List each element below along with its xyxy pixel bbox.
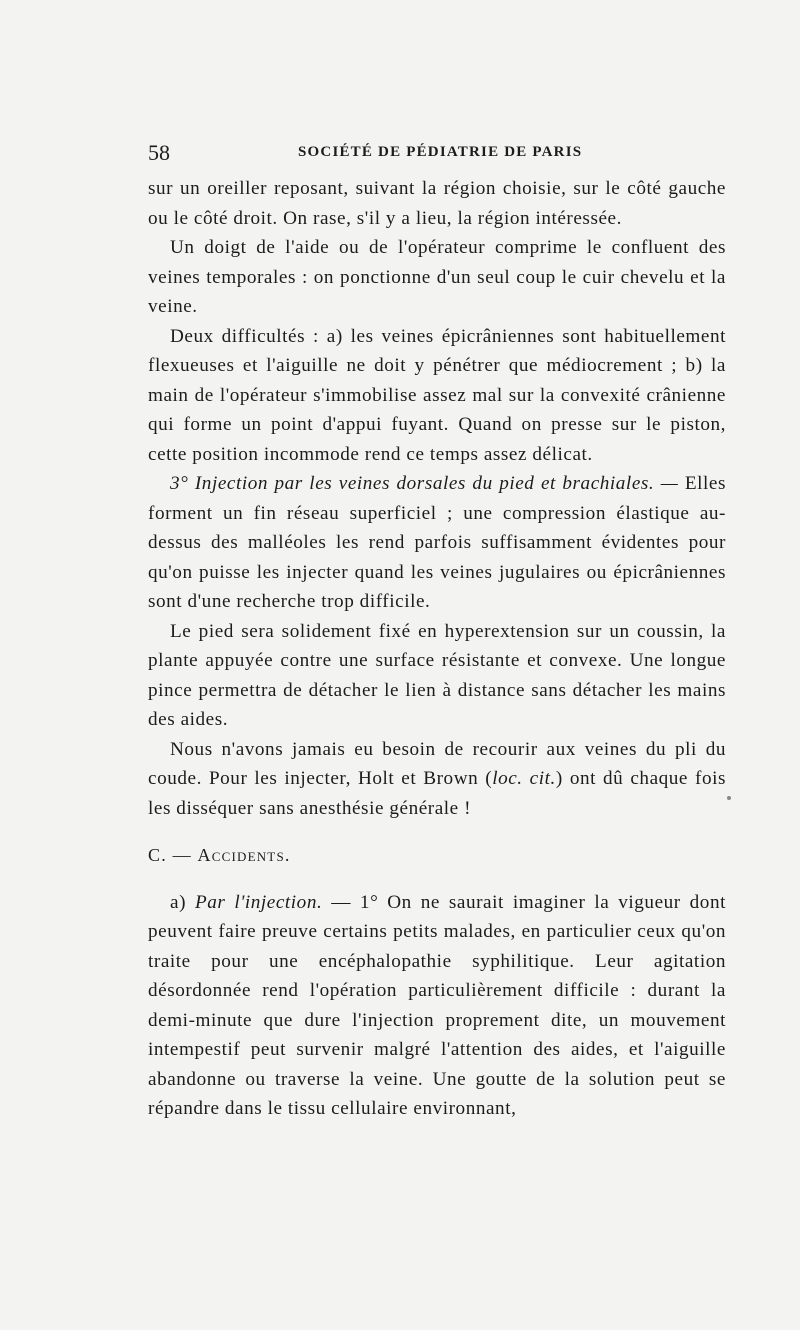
section-heading-title: Accidents. bbox=[197, 845, 291, 865]
paragraph-4-text: Elles forment un fin réseau superficiel ; une compression élastique au-dessus des malléoles les rend parfois suffisamment évidentes pour qu'on puisse les injecter quand les veines jugulaires ou épicrâniennes sont d'une recherche trop difficile. bbox=[148, 473, 726, 612]
paragraph-7-text: — 1° On ne saurait imaginer la vigueur dont peuvent faire preuve certains petits malades, en particulier ceux qu'on traite pour une encéphalopathie syphilitique. Leur agitation désordonnée rend l'opération particulièrement difficile : durant la demi-minute que dure l'injection proprement dite, un mouvement intempestif peut survenir malgré l'attention des aides, et l'aiguille abandonne ou traverse la veine. Une goutte de la solution peut se répandre dans le tissu cellulaire environnant, bbox=[148, 891, 726, 1119]
paragraph-4 bbox=[148, 469, 726, 617]
paragraph-7 bbox=[148, 888, 726, 1124]
page-body bbox=[148, 174, 726, 1124]
paragraph-3: Deux difficultés : a) les veines épicrâniennes sont habituellement flexueuses et l'aiguille ne doit y pénétrer que médiocrement ; b) la main de l'opérateur s'immobilise assez mal sur la convexité crânienne qui forme un point d'appui fuyant. Quand on presse sur le piston, cette position incommode rend ce temps assez délicat. bbox=[148, 325, 726, 465]
page-number: 58 bbox=[148, 140, 170, 165]
subsection-title: 3° Injection par les veines dorsales du pied et brachiales. — bbox=[170, 473, 679, 494]
section-heading-prefix: C. — bbox=[148, 845, 192, 865]
paragraph-6-after: ) ont dû chaque fois les disséquer sans anesthésie générale ! bbox=[148, 768, 726, 819]
citation: loc. cit. bbox=[492, 768, 556, 789]
paragraph-2: Un doigt de l'aide ou de l'opérateur comprime le confluent des veines temporales : on ponctionne d'un seul coup le cuir chevelu et la veine. bbox=[148, 237, 726, 317]
page-header bbox=[148, 140, 726, 170]
section-heading bbox=[148, 841, 726, 871]
scan-speck bbox=[727, 796, 731, 800]
paragraph-1: sur un oreiller reposant, suivant la région choisie, sur le côté gauche ou le côté droit. On rase, s'il y a lieu, la région intéressée. bbox=[148, 178, 726, 229]
paragraph-6 bbox=[148, 735, 726, 824]
paragraph-6-before: Nous n'avons jamais eu besoin de recourir aux veines du pli du coude. Pour les injecter, Holt et Brown ( bbox=[148, 738, 726, 789]
paragraph-5: Le pied sera solidement fixé en hyperextension sur un coussin, la plante appuyée contre une surface résistante et convexe. Une longue pince permettra de détacher le lien à distance sans détacher les mains des aides. bbox=[148, 620, 726, 730]
running-head: SOCIÉTÉ DE PÉDIATRIE DE PARIS bbox=[298, 144, 583, 160]
paragraph-7-label: a) bbox=[170, 891, 187, 913]
paragraph-7-title: Par l'injection. bbox=[194, 891, 323, 913]
